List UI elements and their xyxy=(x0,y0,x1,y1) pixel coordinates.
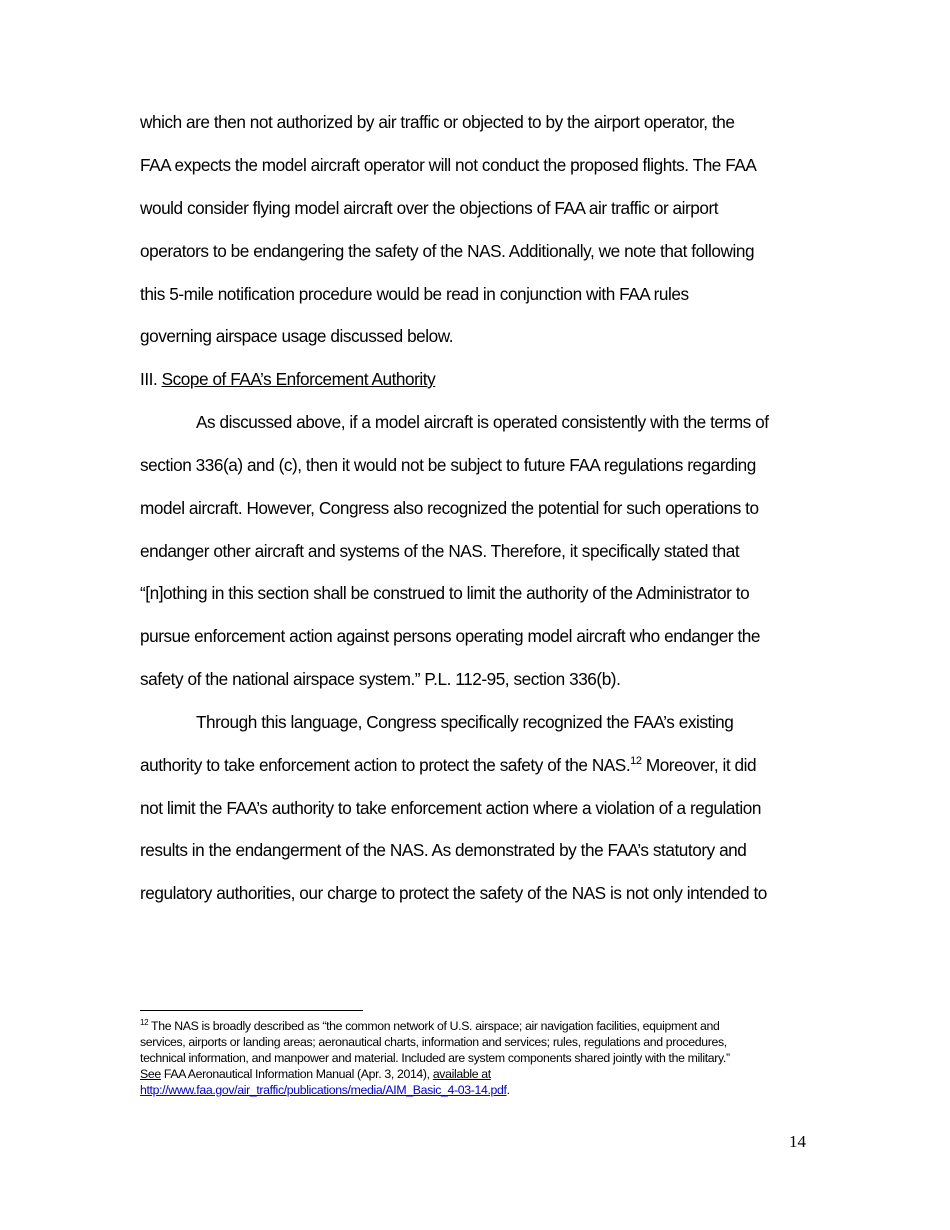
section-heading xyxy=(140,368,435,390)
footnote-line: technical information, and manpower and material. Included are system components shared jointly with the military.” xyxy=(140,1051,730,1065)
body-line: endanger other aircraft and systems of the NAS. Therefore, it specifically stated that xyxy=(140,541,740,561)
body-line: safety of the national airspace system.” P.L. 112-95, section 336(b). xyxy=(140,669,621,689)
body-line: this 5-mile notification procedure would be read in conjunction with FAA rules xyxy=(140,284,689,304)
body-line: operators to be endangering the safety of the NAS. Additionally, we note that following xyxy=(140,241,755,261)
body-line: section 336(a) and (c), then it would not be subject to future FAA regulations regarding xyxy=(140,455,756,475)
body-line: pursue enforcement action against persons operating model aircraft who endanger the xyxy=(140,626,760,646)
footnote-marker: 12 xyxy=(140,1018,149,1027)
body-line: Through this language, Congress specifically recognized the FAA’s existing xyxy=(196,712,734,732)
body-line: “[n]othing in this section shall be construed to limit the authority of the Administrator to xyxy=(140,583,750,603)
footnote-line xyxy=(140,1066,491,1082)
footnote-text: FAA Aeronautical Information Manual (Apr. 3, 2014), xyxy=(160,1067,433,1081)
section-number: III. xyxy=(140,369,162,389)
body-line: governing airspace usage discussed below. xyxy=(140,326,454,346)
footnote-line: services, airports or landing areas; aeronautical charts, information and services; rules, regulations and procedures, xyxy=(140,1035,727,1049)
body-line: not limit the FAA’s authority to take enforcement action where a violation of a regulation xyxy=(140,798,761,818)
body-text: Moreover, it did xyxy=(641,755,757,775)
footnote-signal-see: See xyxy=(140,1067,161,1081)
footnote-text: . xyxy=(506,1083,510,1097)
footnote-text: The NAS is broadly described as “the common network of U.S. airspace; air navigation facilities, equipment and xyxy=(148,1019,720,1033)
body-line: would consider flying model aircraft over the objections of FAA air traffic or airport xyxy=(140,198,719,218)
footnote-signal-available-at: available at xyxy=(432,1067,491,1081)
footnote-line xyxy=(140,1082,510,1098)
body-line-with-footnote-ref xyxy=(140,754,756,779)
body-line: model aircraft. However, Congress also recognized the potential for such operations to xyxy=(140,498,759,518)
body-text: authority to take enforcement action to protect the safety of the NAS. xyxy=(140,755,631,775)
body-line: As discussed above, if a model aircraft is operated consistently with the terms of xyxy=(196,412,769,432)
body-line: FAA expects the model aircraft operator will not conduct the proposed flights. The FAA xyxy=(140,155,757,175)
footnote-url-link[interactable]: http://www.faa.gov/air_traffic/publications/media/AIM_Basic_4-03-14.pdf xyxy=(140,1083,507,1097)
footnote-reference[interactable]: 12 xyxy=(630,755,642,767)
body-line: results in the endangerment of the NAS. As demonstrated by the FAA’s statutory and xyxy=(140,840,747,860)
body-line: which are then not authorized by air traffic or objected to by the airport operator, the xyxy=(140,112,735,132)
body-line: regulatory authorities, our charge to protect the safety of the NAS is not only intended to xyxy=(140,883,767,903)
page-number: 14 xyxy=(789,1132,806,1151)
section-title: Scope of FAA’s Enforcement Authority xyxy=(161,369,436,389)
footnote-separator xyxy=(140,1010,363,1011)
